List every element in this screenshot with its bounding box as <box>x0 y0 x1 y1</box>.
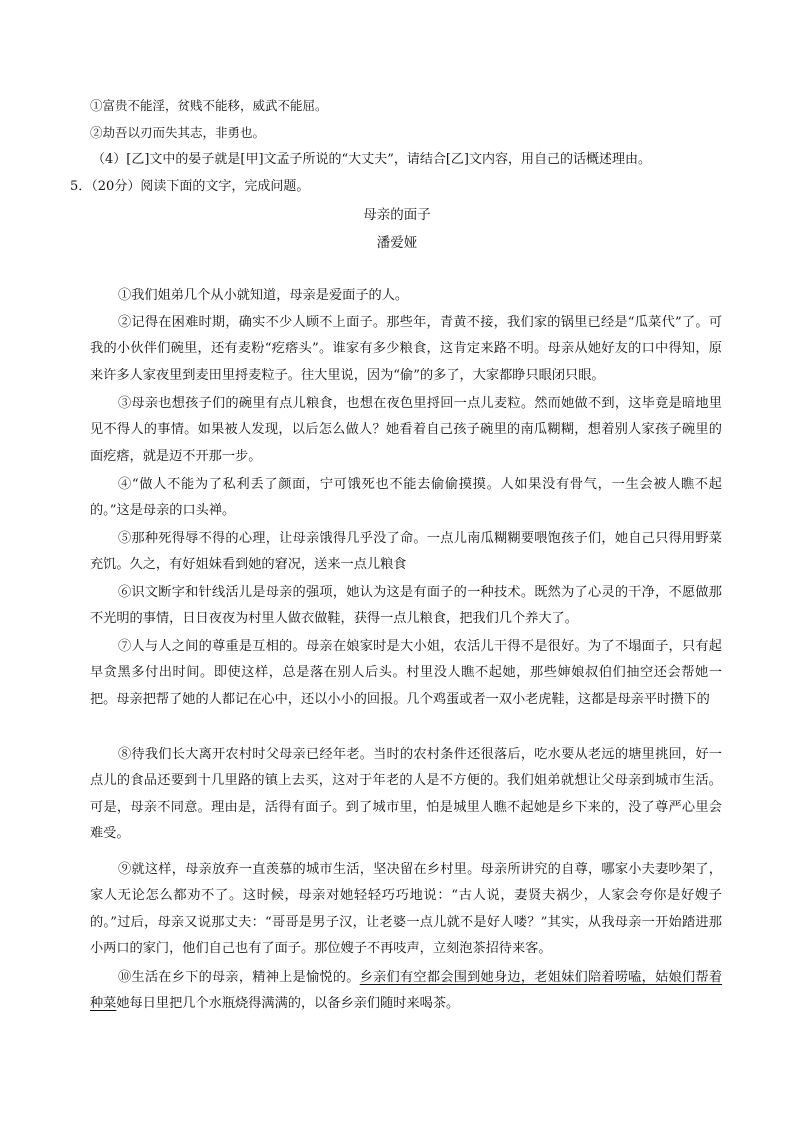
paragraph-9: ⑨就这样，母亲放弃一直羡慕的城市生活，坚决留在乡村里。母亲所讲究的自尊，哪家小夫妻吵架了，家人无论怎么都劝不了。这时候，母亲对她轻轻巧巧地说：“古人说，妻贤夫祸少，人家会夸你是好嫂子的。”过后，母亲又说那丈夫：“哥哥是男子汉，让老婆一点儿就不是好人喽？”其实，从我母亲一开始踏进那小两口的家门，他们自己也有了面子。那位嫂子不再吱声，立刻泡茶招待来客。 <box>90 862 722 957</box>
question-4: （4）[乙]文中的晏子就是[甲]文孟子所说的“大丈夫”，请结合[乙]文内容，用自己的话概述理由。 <box>92 152 651 167</box>
intro-line-2: ②劫吾以刃而失其志，非勇也。 <box>90 125 266 140</box>
paragraph-7: ⑦人与人之间的尊重是互相的。母亲在娘家时是大小姐，农活儿干得不是很好。为了不塌面子，只有起早贪黑多付出时间。即使这样，总是落在别人后头。村里没人瞧不起她，那些婶娘叔伯们抽空还会帮她一把。母亲把帮了她的人都记在心中，还以小小的回报。几个鸡蛋或者一双小老虎鞋，这都是母亲平时攒下的 <box>90 639 722 707</box>
paragraph-10-suffix: 她每日里把几个水瓶烧得满满的，以备乡亲们随时来喝茶。 <box>116 996 460 1012</box>
paragraph-4: ④“做人不能为了私利丢了颜面，宁可饿死也不能去偷偷摸摸。人如果没有骨气，一生会被人瞧不起的。”这是母亲的口头禅。 <box>90 477 722 519</box>
intro-line-1: ①富贵不能淫，贫贱不能移，威武不能屈。 <box>90 98 328 113</box>
paragraph-8: ⑧待我们长大离开农村时父母亲已经年老。当时的农村条件还很落后，吃水要从老远的塘里挑回，好一点儿的食品还要到十几里路的镇上去买，这对于年老的人是不方便的。我们姐弟就想让父母亲到城市生活。可是，母亲不同意。理由是，活得有面子。到了城市里，怕是城里人瞧不起她是乡下来的，没了尊严心里会难受。 <box>90 747 722 842</box>
paragraph-5: ⑤那种死得辱不得的心理，让母亲饿得几乎没了命。一点儿南瓜糊糊要喂饱孩子们，她自己只得用野菜充饥。久之，有好姐妹看到她的窘况，送来一点儿粮食 <box>90 531 722 573</box>
paragraph-6: ⑥识文断字和针线活儿是母亲的强项，她认为这是有面子的一种技术。既然为了心灵的干净，不愿做那不光明的事情，日日夜夜为村里人做衣做鞋，获得一点儿粮食，把我们几个养大了。 <box>90 585 722 627</box>
paragraph-10 <box>90 965 722 1018</box>
paragraph-2: ②记得在困难时期，确实不少人顾不上面子。那些年，青黄不接，我们家的锅里已经是“瓜菜代”了。可我的小伙伴们碗里，还有麦粉“疙瘩头”。谁家有多少粮食，这肯定来路不明。母亲从她好友的口中得知，原来许多人家夜里到麦田里捋麦粒子。往大里说，因为“偷”的多了，大家都睁只眼闭只眼。 <box>90 315 722 383</box>
article-author: 潘爱娅 <box>376 235 418 251</box>
question-5: 5．（20分）阅读下面的文字，完成问题。 <box>70 179 310 194</box>
paragraph-1: ①我们姐弟几个从小就知道，母亲是爱面子的人。 <box>118 288 409 303</box>
underlined-sentence: 乡亲们有空都会围到她身边，老姐妹们陪着唠嗑，姑娘们帮着种菜 <box>90 970 723 1012</box>
article-title: 母亲的面子 <box>363 207 431 223</box>
paragraph-10-prefix: ⑩生活在乡下的母亲，精神上是愉悦的。 <box>118 970 360 985</box>
paragraph-3: ③母亲也想孩子们的碗里有点儿粮食，也想在夜色里捋回一点儿麦粒。然而她做不到，这毕竟是暗地里见不得人的事情。如果被人发现，以后怎么做人？她看着自己孩子碗里的南瓜糊糊，想着别人家孩子碗里的面疙瘩，就是迈不开那一步。 <box>90 396 722 464</box>
